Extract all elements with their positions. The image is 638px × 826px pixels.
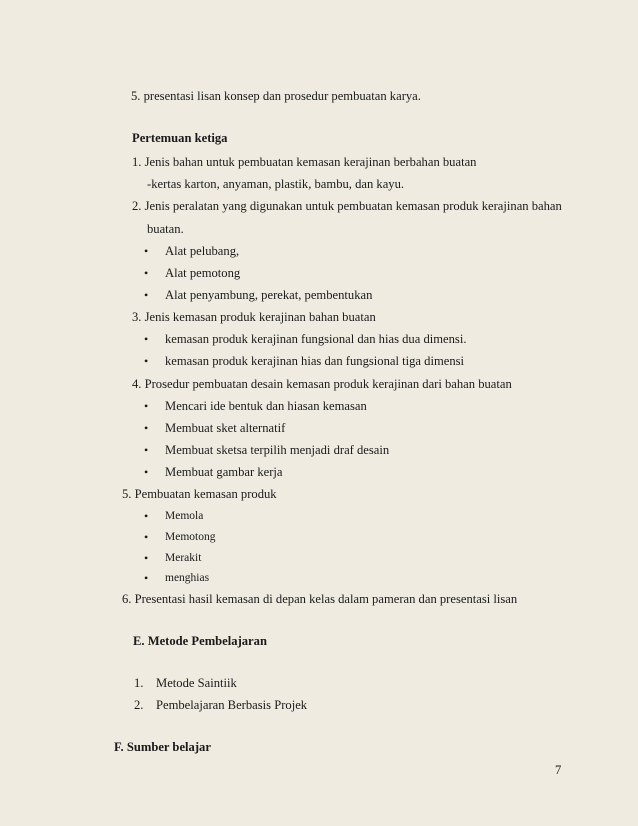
list-item: Mencari ide bentuk dan hiasan kemasan <box>165 399 367 413</box>
bullet-icon: • <box>144 530 149 544</box>
list-item: kemasan produk kerajinan hias dan fungsional tiga dimensi <box>165 354 465 368</box>
list-item: kemasan produk kerajinan fungsional dan hias dua dimensi. <box>165 332 467 346</box>
bullet-icon: • <box>144 266 149 280</box>
list-item: Alat penyambung, perekat, pembentukan <box>165 288 373 302</box>
list-item: Pembelajaran Berbasis Projek <box>156 698 308 712</box>
text-line: -kertas karton, anyaman, plastik, bambu, dan kayu. <box>147 177 405 191</box>
list-item: Memola <box>165 510 204 522</box>
bullet-icon: • <box>144 509 149 523</box>
bullet-icon: • <box>144 288 149 302</box>
list-item: Merakit <box>165 552 202 564</box>
list-item: Memotong <box>165 531 216 543</box>
text-line: 2. Jenis peralatan yang digunakan untuk pembuatan kemasan produk kerajinan bahan <box>132 199 562 213</box>
text-line: 5. presentasi lisan konsep dan prosedur pembuatan karya. <box>131 89 421 103</box>
list-number: 1. <box>134 676 144 690</box>
list-item: Metode Saintiik <box>156 676 237 690</box>
bullet-icon: • <box>144 571 149 585</box>
bullet-icon: • <box>144 244 149 258</box>
bullet-icon: • <box>144 551 149 565</box>
text-line: 3. Jenis kemasan produk kerajinan bahan buatan <box>132 310 376 324</box>
page-number: 7 <box>555 763 562 777</box>
list-item: Alat pemotong <box>165 266 241 280</box>
list-item: Membuat gambar kerja <box>165 465 283 479</box>
text-line: 6. Presentasi hasil kemasan di depan kelas dalam pameran dan presentasi lisan <box>122 592 518 606</box>
bullet-icon: • <box>144 332 149 346</box>
bullet-icon: • <box>144 354 149 368</box>
bullet-icon: • <box>144 399 149 413</box>
text-line: 4. Prosedur pembuatan desain kemasan produk kerajinan dari bahan buatan <box>132 377 512 391</box>
list-item: menghias <box>165 572 210 584</box>
bullet-icon: • <box>144 421 149 435</box>
text-line: 1. Jenis bahan untuk pembuatan kemasan kerajinan berbahan buatan <box>132 155 477 169</box>
section-heading: Pertemuan ketiga <box>132 131 228 145</box>
text-line: 5. Pembuatan kemasan produk <box>122 487 277 501</box>
section-heading: E. Metode Pembelajaran <box>133 634 267 648</box>
section-heading: F. Sumber belajar <box>114 740 211 754</box>
list-item: Membuat sketsa terpilih menjadi draf desain <box>165 443 390 457</box>
list-item: Alat pelubang, <box>165 244 240 258</box>
bullet-icon: • <box>144 465 149 479</box>
list-number: 2. <box>134 698 144 712</box>
bullet-icon: • <box>144 443 149 457</box>
text-line: buatan. <box>147 222 184 236</box>
list-item: Membuat sket alternatif <box>165 421 286 435</box>
